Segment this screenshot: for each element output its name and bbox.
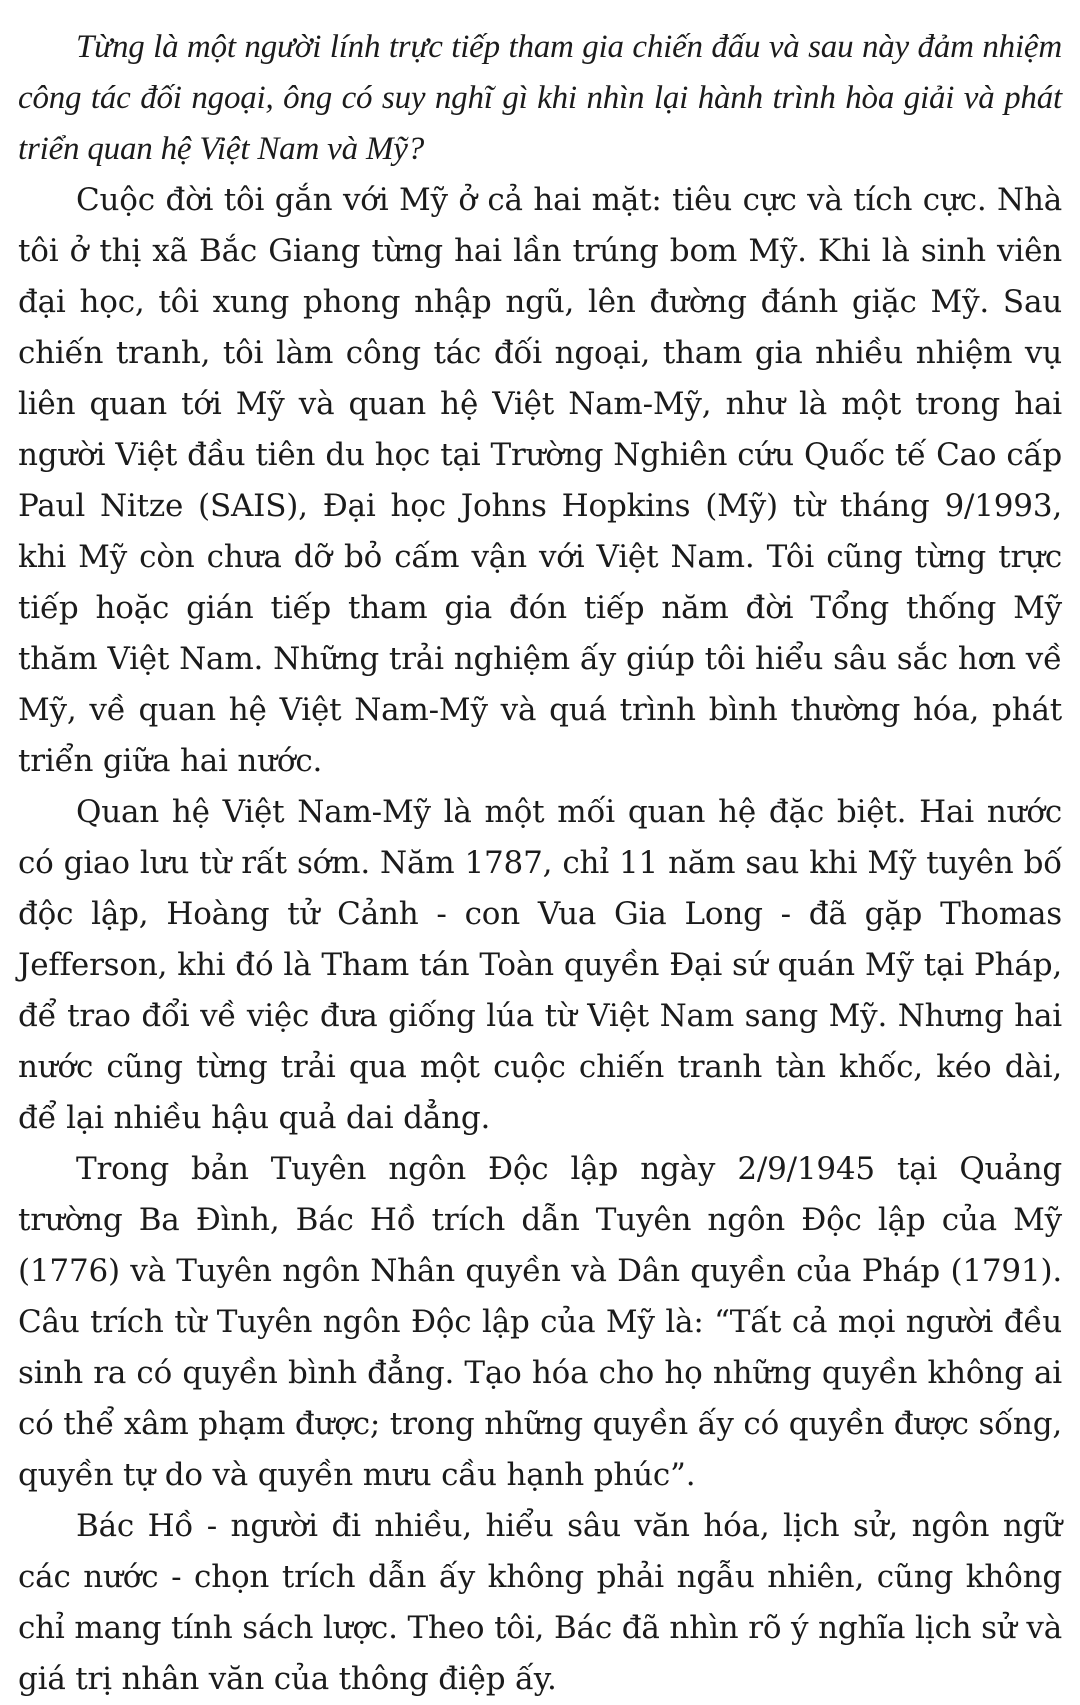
answer-paragraph-4: Bác Hồ - người đi nhiều, hiểu sâu văn hóa, lịch sử, ngôn ngữ các nước - chọn trích dẫn ấy không phải ngẫu nhiên, cũng không chỉ mang tính sách lược. Theo tôi, Bác đã nhìn rõ ý nghĩa lịch sử và giá trị nhân văn của thông điệp ấy. [18,1508,1062,1697]
article-body [18,22,1062,1705]
answer-paragraph-2: Quan hệ Việt Nam-Mỹ là một mối quan hệ đặc biệt. Hai nước có giao lưu từ rất sớm. Năm 1787, chỉ 11 năm sau khi Mỹ tuyên bố độc lập, Hoàng tử Cảnh - con Vua Gia Long - đã gặp Thomas Jefferson, khi đó là Tham tán Toàn quyền Đại sứ quán Mỹ tại Pháp, để trao đổi về việc đưa giống lúa từ Việt Nam sang Mỹ. Nhưng hai nước cũng từng trải qua một cuộc chiến tranh tàn khốc, kéo dài, để lại nhiều hậu quả dai dẳng. [18,794,1062,1136]
answer-paragraph-3: Trong bản Tuyên ngôn Độc lập ngày 2/9/1945 tại Quảng trường Ba Đình, Bác Hồ trích dẫn Tuyên ngôn Độc lập của Mỹ (1776) và Tuyên ngôn Nhân quyền và Dân quyền của Pháp (1791). Câu trích từ Tuyên ngôn Độc lập của Mỹ là: “Tất cả mọi người đều sinh ra có quyền bình đẳng. Tạo hóa cho họ những quyền không ai có thể xâm phạm được; trong những quyền ấy có quyền được sống, quyền tự do và quyền mưu cầu hạnh phúc”. [18,1151,1062,1493]
answer-paragraph-1: Cuộc đời tôi gắn với Mỹ ở cả hai mặt: tiêu cực và tích cực. Nhà tôi ở thị xã Bắc Giang từng hai lần trúng bom Mỹ. Khi là sinh viên đại học, tôi xung phong nhập ngũ, lên đường đánh giặc Mỹ. Sau chiến tranh, tôi làm công tác đối ngoại, tham gia nhiều nhiệm vụ liên quan tới Mỹ và quan hệ Việt Nam-Mỹ, như là một trong hai người Việt đầu tiên du học tại Trường Nghiên cứu Quốc tế Cao cấp Paul Nitze (SAIS), Đại học Johns Hopkins (Mỹ) từ tháng 9/1993, khi Mỹ còn chưa dỡ bỏ cấm vận với Việt Nam. Tôi cũng từng trực tiếp hoặc gián tiếp tham gia đón tiếp năm đời Tổng thống Mỹ thăm Việt Nam. Những trải nghiệm ấy giúp tôi hiểu sâu sắc hơn về Mỹ, về quan hệ Việt Nam-Mỹ và quá trình bình thường hóa, phát triển giữa hai nước. [18,182,1062,779]
interview-question: Từng là một người lính trực tiếp tham gia chiến đấu và sau này đảm nhiệm công tác đối ngoại, ông có suy nghĩ gì khi nhìn lại hành trình hòa giải và phát triển quan hệ Việt Nam và Mỹ? [18,29,1062,167]
